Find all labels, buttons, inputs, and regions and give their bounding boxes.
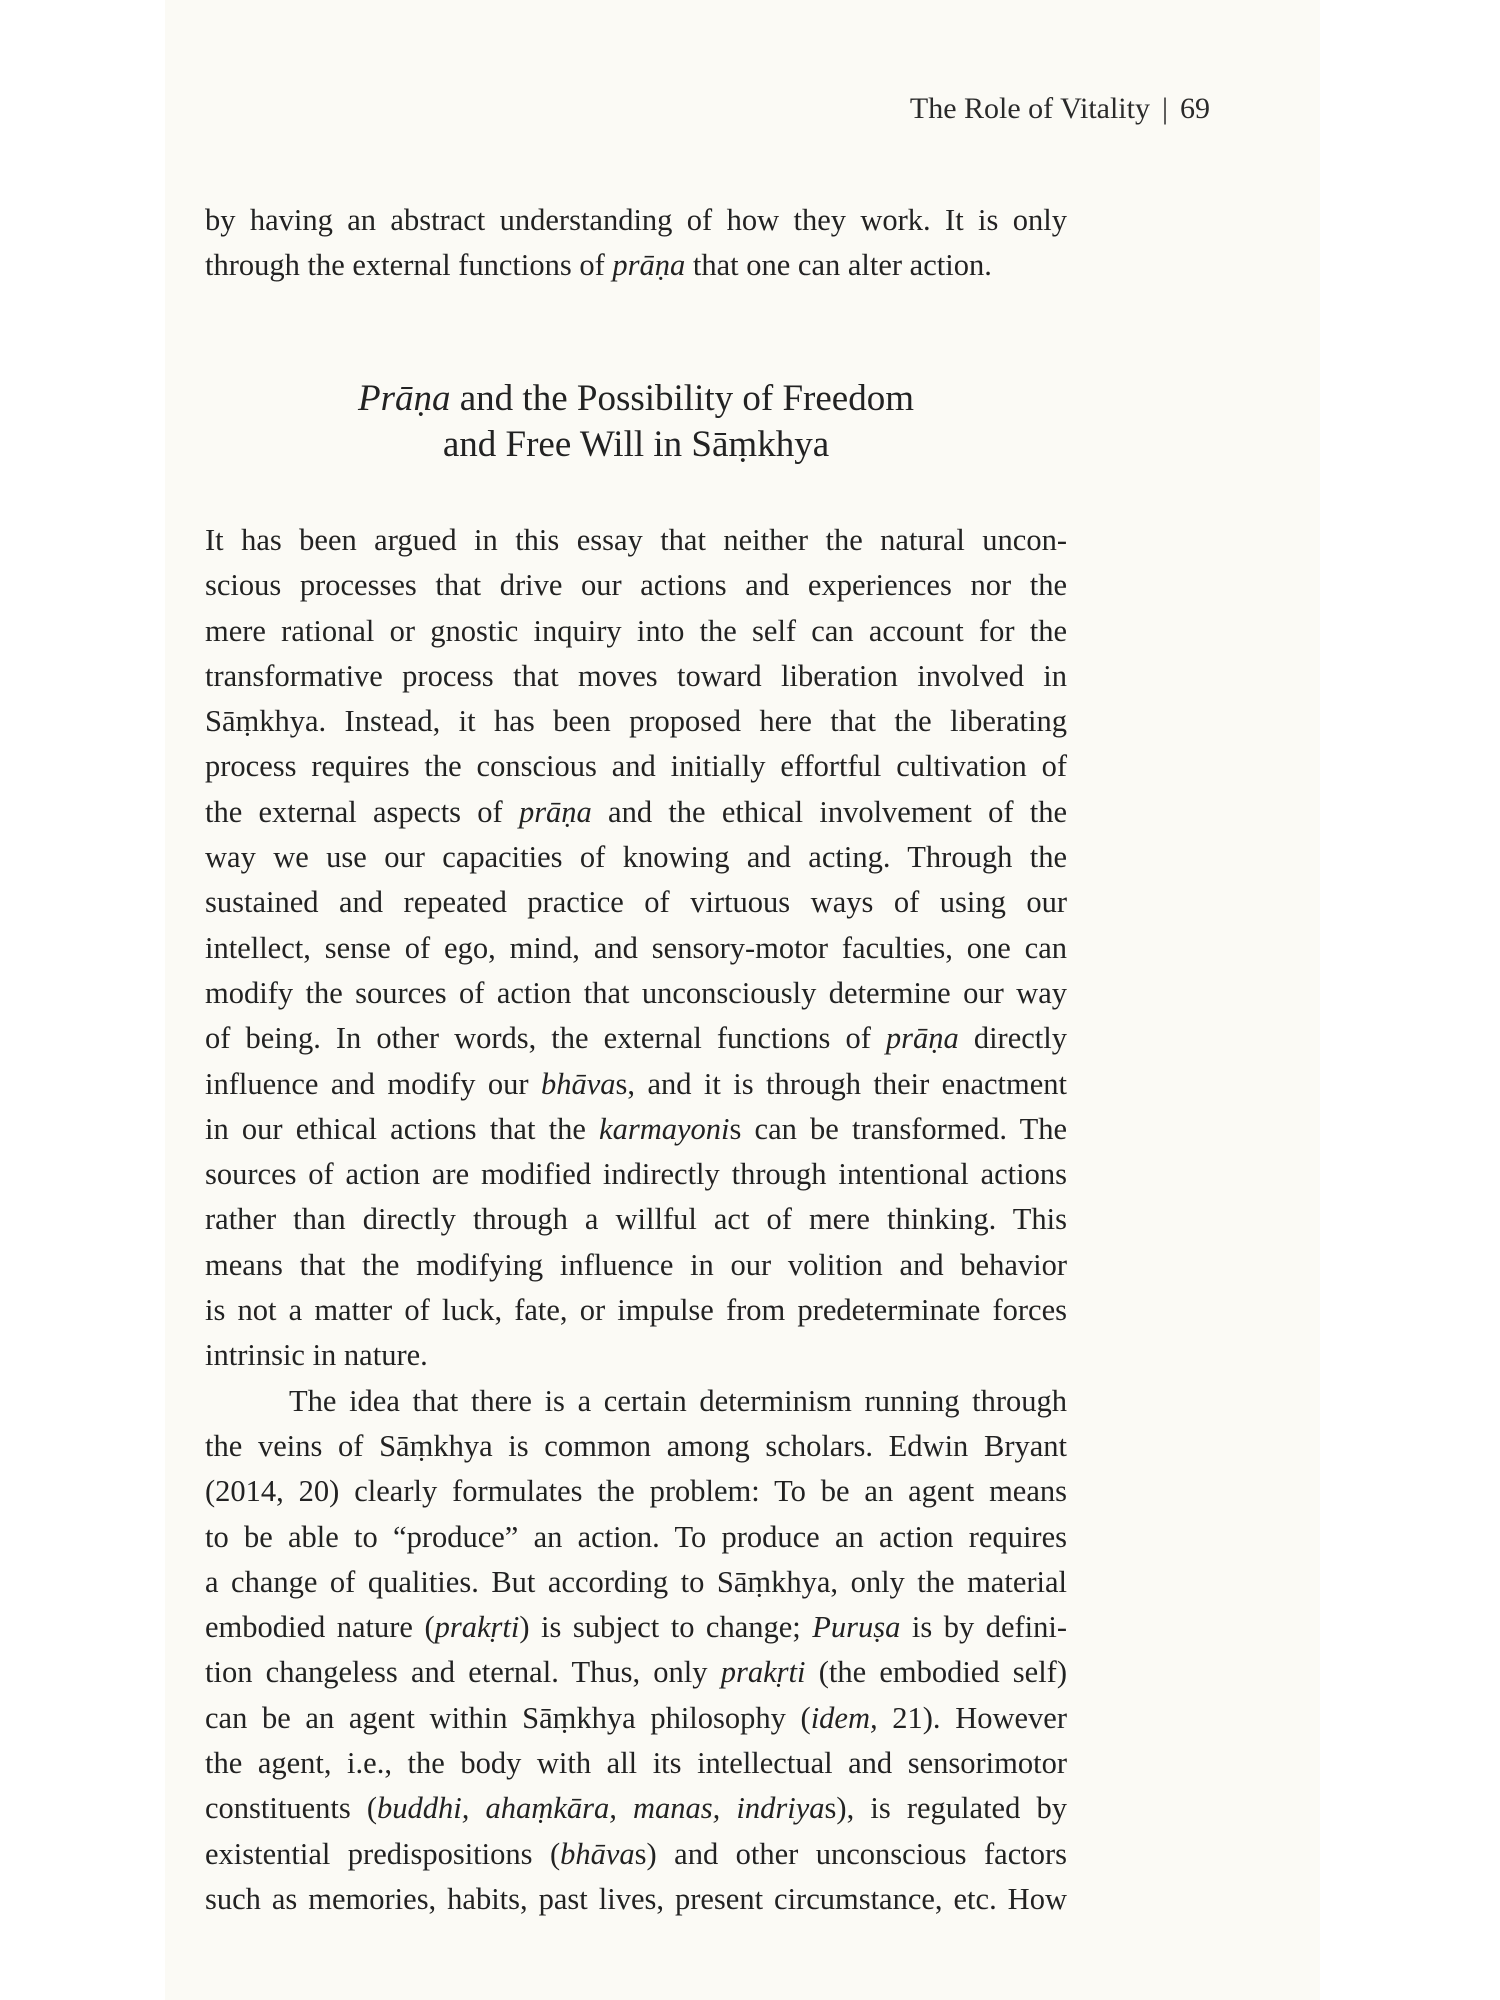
text-line: is not a matter of luck, fate, or impulse from predeterminate forces bbox=[205, 1293, 1067, 1328]
intro-paragraph bbox=[205, 198, 1067, 289]
text-line: by having an abstract understanding of how they work. It is only bbox=[205, 203, 1067, 237]
text-line: way we use our capacities of knowing and acting. Through the bbox=[205, 840, 1067, 875]
text-line: embodied nature (prakṛti) is subject to change; Puruṣa is by defini- bbox=[205, 1610, 1067, 1645]
text-line: intrinsic in nature. bbox=[205, 1338, 428, 1373]
text-line: constituents (buddhi, ahaṃkāra, manas, indriyas), is regulated by bbox=[205, 1791, 1067, 1826]
text-line: tion changeless and eternal. Thus, only prakṛti (the embodied self) bbox=[205, 1655, 1067, 1690]
heading-line-1: Prāṇa and the Possibility of Freedom bbox=[358, 378, 914, 419]
text-line: can be an agent within Sāṃkhya philosophy (idem, 21). However bbox=[205, 1700, 1067, 1735]
text-line: rather than directly through a willful act of mere thinking. This bbox=[205, 1202, 1067, 1237]
text-line: Sāṃkhya. Instead, it has been proposed here that the liberating bbox=[205, 704, 1067, 739]
text-line: intellect, sense of ego, mind, and sensory-motor faculties, one can bbox=[205, 930, 1067, 965]
text-line: process requires the conscious and initially effortful cultivation of bbox=[205, 749, 1067, 784]
text-line: to be able to “produce” an action. To produce an action requires bbox=[205, 1519, 1067, 1554]
running-head-separator: | bbox=[1161, 92, 1168, 125]
text-line: scious processes that drive our actions and experiences nor the bbox=[205, 568, 1067, 603]
running-head bbox=[910, 92, 1210, 126]
heading-line-2: and Free Will in Sāṃkhya bbox=[442, 424, 830, 465]
text-line: a change of qualities. But according to Sāṃkhya, only the material bbox=[205, 1564, 1067, 1599]
text-line: It has been argued in this essay that neither the natural uncon- bbox=[205, 523, 1067, 557]
text-line: through the external functions of prāṇa that one can alter action. bbox=[205, 248, 992, 283]
page-number: 69 bbox=[1180, 92, 1210, 125]
running-head-title: The Role of Vitality bbox=[909, 92, 1150, 125]
text-line: The idea that there is a certain determinism running through bbox=[289, 1383, 1067, 1418]
text-line: the veins of Sāṃkhya is common among scholars. Edwin Bryant bbox=[205, 1428, 1067, 1463]
text-line: influence and modify our bhāvas, and it is through their enactment bbox=[205, 1066, 1068, 1101]
text-line: transformative process that moves toward liberation involved in bbox=[205, 658, 1067, 693]
book-page bbox=[165, 0, 1320, 2000]
text-line: of being. In other words, the external functions of prāṇa directly bbox=[205, 1021, 1067, 1056]
text-line: mere rational or gnostic inquiry into the self can account for the bbox=[205, 613, 1067, 648]
section-heading bbox=[205, 376, 1067, 468]
text-line: such as memories, habits, past lives, present circumstance, etc. How bbox=[205, 1881, 1067, 1916]
text-line: (2014, 20) clearly formulates the problem: To be an agent means bbox=[205, 1474, 1067, 1509]
text-line: in our ethical actions that the karmayonis can be transformed. The bbox=[205, 1111, 1067, 1146]
body-text bbox=[205, 518, 1067, 1922]
text-line: sustained and repeated practice of virtuous ways of using our bbox=[205, 885, 1067, 920]
text-line: the agent, i.e., the body with all its intellectual and sensorimotor bbox=[205, 1746, 1067, 1781]
text-line: means that the modifying influence in our volition and behavior bbox=[205, 1247, 1067, 1282]
text-line: sources of action are modified indirectly through intentional actions bbox=[205, 1157, 1067, 1192]
text-line: the external aspects of prāṇa and the ethical involvement of the bbox=[205, 794, 1067, 829]
text-line: modify the sources of action that unconsciously determine our way bbox=[205, 975, 1067, 1010]
text-line: existential predispositions (bhāvas) and other unconscious factors bbox=[205, 1836, 1067, 1871]
